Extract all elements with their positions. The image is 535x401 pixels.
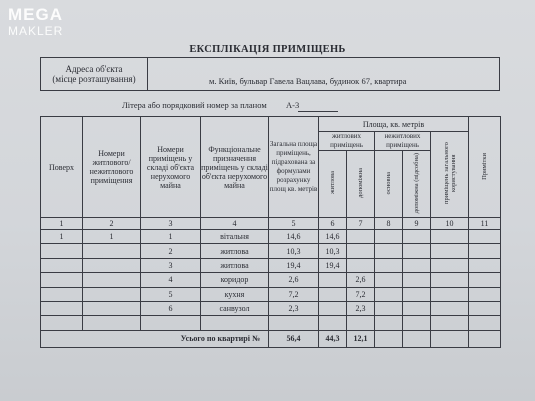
index-cell: 11: [469, 218, 501, 230]
empty-cell: [431, 244, 469, 258]
index-cell: 2: [83, 218, 141, 230]
living-cell: [319, 287, 347, 301]
logo-line1: MEGA: [8, 5, 63, 24]
table-row-blank: [41, 316, 501, 330]
room-cell: 4: [141, 273, 201, 287]
aux-cell: [347, 230, 375, 244]
header-residential-group: житлових приміщень: [319, 132, 375, 151]
explication-table: [40, 116, 501, 348]
aux-cell: [347, 258, 375, 272]
purpose-cell: кухня: [201, 287, 269, 301]
index-cell: 9: [403, 218, 431, 230]
total-cell: 2,3: [269, 301, 319, 315]
header-purpose: Функціональне призначення приміщень у складі об'єкта нерухомого майна: [201, 117, 269, 218]
empty-cell: [403, 244, 431, 258]
header-auxiliary: допоміжна: [357, 168, 364, 198]
liter-underline: [298, 111, 338, 112]
header-auxiliary2-cell: [403, 151, 431, 218]
address-label: [41, 58, 148, 90]
totals-row: [41, 330, 501, 347]
total-cell: 2,6: [269, 273, 319, 287]
empty-cell: [375, 258, 403, 272]
apt-cell: [83, 273, 141, 287]
total-cell: 19,4: [269, 258, 319, 272]
total-cell: 14,6: [269, 230, 319, 244]
room-cell: 5: [141, 287, 201, 301]
total-cell: 10,3: [269, 244, 319, 258]
empty-cell: [403, 273, 431, 287]
empty-cell: [319, 316, 347, 330]
table-row: [41, 258, 501, 272]
header-auxiliary2: допоміжна (підсобна): [413, 152, 420, 214]
empty-cell: [41, 316, 83, 330]
empty-cell: [431, 230, 469, 244]
empty-cell: [403, 301, 431, 315]
table-row: [41, 244, 501, 258]
floor-cell: 1: [41, 230, 83, 244]
address-box: [40, 57, 500, 91]
empty-cell: [469, 330, 501, 347]
empty-cell: [375, 316, 403, 330]
apt-cell: [83, 244, 141, 258]
header-living-cell: [319, 151, 347, 218]
apt-cell: 1: [83, 230, 141, 244]
total-cell: 7,2: [269, 287, 319, 301]
purpose-cell: вітальня: [201, 230, 269, 244]
purpose-cell: житлова: [201, 258, 269, 272]
empty-cell: [375, 230, 403, 244]
apt-cell: [83, 258, 141, 272]
header-main-cell: [375, 151, 403, 218]
header-nonresidential-group: нежитлових приміщень: [375, 132, 431, 151]
liter-label: Літера або порядковий номер за планом: [122, 100, 267, 110]
header-total-area: Загальна площа приміщень, підрахована за формулами розрахунку площ кв. метрів: [269, 117, 319, 218]
empty-cell: [431, 273, 469, 287]
header-living: житлова: [329, 171, 336, 195]
empty-cell: [375, 301, 403, 315]
liter-line: [122, 100, 300, 110]
purpose-cell: санвузол: [201, 301, 269, 315]
table-row: [41, 301, 501, 315]
empty-cell: [469, 316, 501, 330]
watermark-logo: [8, 6, 68, 42]
header-notes: Примітки: [481, 152, 489, 180]
apt-cell: [83, 301, 141, 315]
empty-cell: [469, 273, 501, 287]
document-title: ЕКСПЛІКАЦІЯ ПРИМІЩЕНЬ: [189, 44, 346, 55]
empty-cell: [375, 244, 403, 258]
empty-cell: [469, 287, 501, 301]
table-row: [41, 230, 501, 244]
aux-cell: [347, 244, 375, 258]
empty-cell: [375, 330, 403, 347]
apt-cell: [83, 287, 141, 301]
index-row: [41, 218, 501, 230]
floor-cell: [41, 244, 83, 258]
index-cell: 5: [269, 218, 319, 230]
floor-cell: [41, 258, 83, 272]
index-cell: 4: [201, 218, 269, 230]
empty-cell: [403, 258, 431, 272]
header-main: основна: [385, 171, 392, 195]
empty-cell: [469, 301, 501, 315]
empty-cell: [403, 230, 431, 244]
header-common-use: приміщень загального користування: [442, 142, 457, 205]
totals-label: Усього по квартирі №: [41, 330, 269, 347]
address-value: м. Київ, бульвар Гавела Вацлава, будинок 67, квартира: [209, 76, 407, 86]
living-cell: [319, 273, 347, 287]
aux-cell: 2,6: [347, 273, 375, 287]
aux-cell: 2,3: [347, 301, 375, 315]
empty-cell: [375, 287, 403, 301]
empty-cell: [431, 330, 469, 347]
empty-cell: [375, 273, 403, 287]
room-cell: 1: [141, 230, 201, 244]
index-cell: 8: [375, 218, 403, 230]
room-cell: 6: [141, 301, 201, 315]
address-label-line1: Адреса об'єкта: [65, 64, 123, 74]
empty-cell: [431, 316, 469, 330]
empty-cell: [201, 316, 269, 330]
index-cell: 7: [347, 218, 375, 230]
floor-cell: [41, 287, 83, 301]
index-cell: 6: [319, 218, 347, 230]
totals-living: 44,3: [319, 330, 347, 347]
liter-value: А-3: [286, 100, 300, 110]
empty-cell: [431, 301, 469, 315]
empty-cell: [403, 330, 431, 347]
floor-cell: [41, 301, 83, 315]
empty-cell: [469, 258, 501, 272]
header-auxiliary-cell: [347, 151, 375, 218]
living-cell: 14,6: [319, 230, 347, 244]
living-cell: [319, 301, 347, 315]
room-cell: 2: [141, 244, 201, 258]
empty-cell: [431, 287, 469, 301]
empty-cell: [403, 287, 431, 301]
header-notes-cell: [469, 117, 501, 218]
living-cell: 10,3: [319, 244, 347, 258]
table-row: [41, 273, 501, 287]
header-floor: Поверх: [41, 117, 83, 218]
empty-cell: [469, 244, 501, 258]
purpose-cell: житлова: [201, 244, 269, 258]
room-cell: 3: [141, 258, 201, 272]
totals-total: 56,4: [269, 330, 319, 347]
table-row: [41, 287, 501, 301]
empty-cell: [269, 316, 319, 330]
header-apartment-no: Номери житлового/ нежитлового приміщення: [83, 117, 141, 218]
totals-aux: 12,1: [347, 330, 375, 347]
empty-cell: [347, 316, 375, 330]
header-area-group: Площа, кв. метрів: [319, 117, 469, 132]
empty-cell: [83, 316, 141, 330]
index-cell: 3: [141, 218, 201, 230]
logo-line2: MAKLER: [8, 24, 64, 38]
index-cell: 1: [41, 218, 83, 230]
address-label-line2: (місце розташування): [52, 74, 136, 84]
empty-cell: [141, 316, 201, 330]
empty-cell: [403, 316, 431, 330]
index-cell: 10: [431, 218, 469, 230]
header-room-no: Номери приміщень у складі об'єкта нерухомого майна: [141, 117, 201, 218]
aux-cell: 7,2: [347, 287, 375, 301]
empty-cell: [469, 230, 501, 244]
living-cell: 19,4: [319, 258, 347, 272]
header-common-use-cell: [431, 132, 469, 218]
empty-cell: [431, 258, 469, 272]
purpose-cell: коридор: [201, 273, 269, 287]
floor-cell: [41, 273, 83, 287]
